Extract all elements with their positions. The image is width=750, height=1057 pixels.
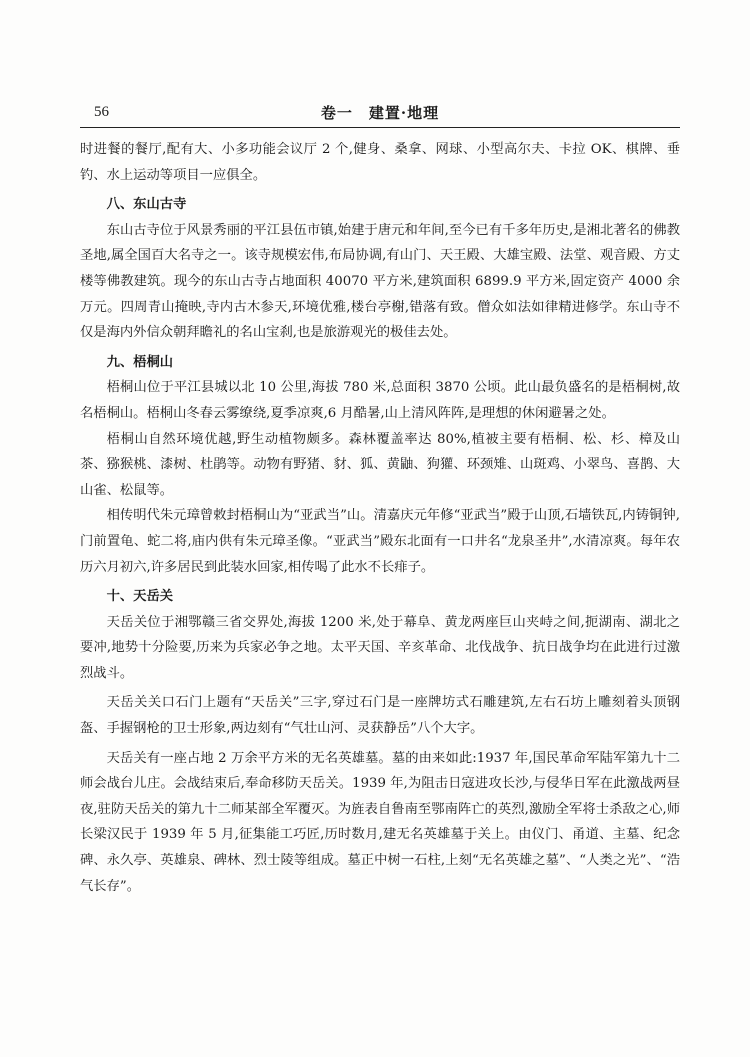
paragraph-wutong-location: 梧桐山位于平江县城以北 10 公里,海拔 780 米,总面积 3870 公顷。此山最负盛名的是梧桐树,故名梧桐山。梧桐山冬春云雾缭绕,夏季凉爽,6 月酷暑,山上清风阵阵,是理想的休闲避暑之处。 (80, 380, 680, 421)
section-heading-tianyue-pass: 十、天岳关 (106, 589, 174, 605)
page-header (80, 100, 680, 122)
running-title: 卷一 建置·地理 (320, 104, 440, 122)
paragraph-wutong-nature: 梧桐山自然环境优越,野生动植物颇多。森林覆盖率达 80%,植被主要有梧桐、松、杉、樟及山茶、猕猴桃、漆树、杜鹃等。动物有野猪、豺、狐、黄鼬、狗獾、环颈雉、山斑鸡、小翠鸟、喜鹊、大山雀、松鼠等。 (80, 431, 680, 498)
page-number: 56 (94, 104, 109, 120)
header-rule (80, 127, 680, 128)
paragraph-tianyue-location: 天岳关位于湘鄂赣三省交界处,海拔 1200 米,处于幕阜、黄龙两座巨山夹峙之间,扼湖南、湖北之要冲,地势十分险要,历来为兵家必争之地。太平天国、辛亥革命、北伐战争、抗日战争均在此进行过激烈战斗。 (80, 614, 680, 681)
paragraph-continuation: 时进餐的餐厅,配有大、小多功能会议厅 2 个,健身、桑拿、网球、小型高尔夫、卡拉 OK、棋牌、垂钓、水上运动等项目一应俱全。 (80, 142, 680, 183)
page-body (80, 137, 680, 899)
paragraph-dongshan-temple: 东山古寺位于风景秀丽的平江县伍市镇,始建于唐元和年间,至今已有千多年历史,是湘北著名的佛教圣地,属全国百大名寺之一。该寺规模宏伟,布局协调,有山门、天王殿、大雄宝殿、法堂、观音殿、方丈楼等佛教建筑。现今的东山古寺占地面积 40070 平方米,建筑面积 6899.9 平方米,固定资产 4000 余万元。四周青山掩映,寺内古木参天,环境优雅,楼台亭榭,错落有致。僧众如法如律精进修学。东山寺不仅是海内外信众朝拜瞻礼的名山宝刹,也是旅游观光的极佳去处。 (80, 222, 680, 341)
paragraph-wutong-legend: 相传明代朱元璋曾敕封梧桐山为“亚武当”山。清嘉庆元年修“亚武当”殿于山顶,石墙铁瓦,内铸铜钟,门前置龟、蛇二将,庙内供有朱元璋圣像。“亚武当”殿东北面有一口井名“龙泉圣井”,水清凉爽。每年农历六月初六,许多居民到此装水回家,相传喝了此水不长痱子。 (80, 508, 680, 575)
paragraph-tianyue-tomb: 天岳关有一座占地 2 万余平方米的无名英雄墓。墓的由来如此:1937 年,国民革命军陆军第九十二师会战台儿庄。会战结束后,奉命移防天岳关。1939 年,为阻击日寇进攻长沙,与侵华日军在此激战两昼夜,驻防天岳关的第九十二师某部全军覆灭。为旌表自鲁南至鄂南阵亡的英烈,激励全军将士杀敌之心,师长梁汉民于 1939 年 5 月,征集能工巧匠,历时数月,建无名英雄墓于关上。由仪门、甬道、主墓、纪念碑、永久亭、英雄泉、碑林、烈士陵等组成。墓正中树一石柱,上刻“无名英雄之墓”、“人类之光”、“浩气长存”。 (80, 750, 680, 894)
paragraph-tianyue-gate: 天岳关关口石门上题有“天岳关”三字,穿过石门是一座牌坊式石雕建筑,左右石坊上雕刻着头顶钢盔、手握钢枪的卫士形象,两边刻有“气壮山河、灵获静岳”八个大字。 (80, 695, 680, 737)
section-heading-dongshan-temple: 八、东山古寺 (106, 197, 187, 213)
section-heading-wutong-mountain: 九、梧桐山 (106, 354, 174, 370)
